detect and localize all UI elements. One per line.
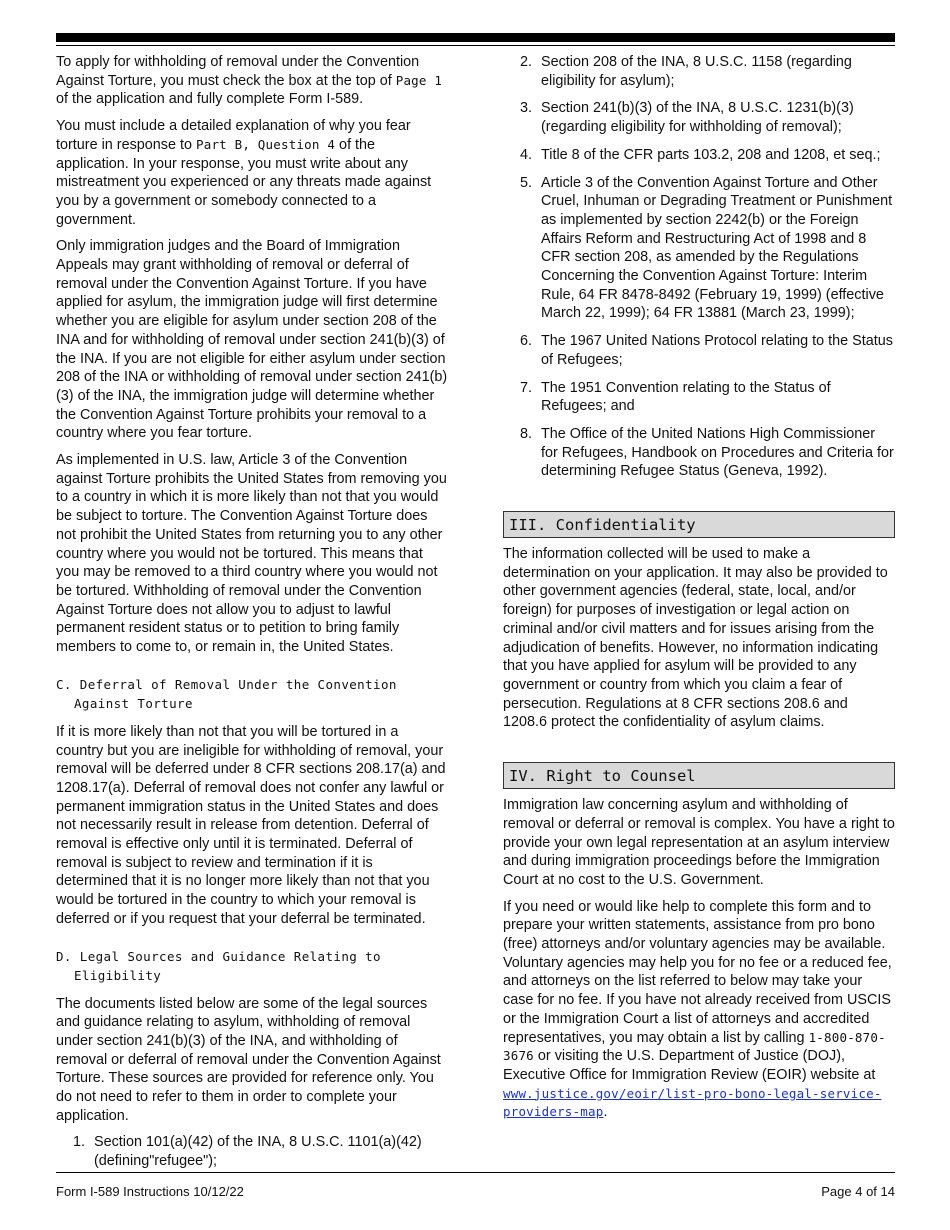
heading-deferral: C. Deferral of Removal Under the Convention Against Torture [56,676,397,711]
footer-page-number: Page 4 of 14 [821,1184,895,1199]
list-item: 1. Section 101(a)(42) of the INA, 8 U.S.C. 1101(a)(42) (defining"refugee"); [73,1134,422,1170]
list-item: 8. The Office of the United Nations High Commissioner for Refugees, Handbook on Procedures and Criteria for determining Refugee Status (Geneva, 1992). [520,425,894,480]
paragraph-legal-help: If you need or would like help to complete this form and to prepare your written statements, assistance from pro bono (free) attorneys and/or voluntary agencies may be available. Voluntary agencies may help you for no fee or a reduced fee, and attorneys on the list referred to below may take your case for no fee. If you have not already received from USCIS or the Immigration Court a list of attorneys and accredited representatives, you may obtain a list by calling 1-800-870-3676 or visiting the U.S. Department of Justice (DOJ), Executive Office for Immigration Review (EOIR) website at www.justice.gov/eoir/list-pro-bono-legal-service-providers-map. [503,898,892,1121]
footer-form-id: Form I-589 Instructions 10/12/22 [56,1184,244,1199]
section-heading-right-to-counsel: IV. Right to Counsel [503,762,895,789]
paragraph-deferral: If it is more likely than not that you will be tortured in a country but you are ineligible for withholding of removal, your removal will be deferred under 8 CFR sections 208.17(a) and 1208.17(a). Deferral of removal does not confer any lawful or permanent immigration status in the United States and does not necessarily result in release from detention. Deferral of removal is effective only until it is terminated. Deferral of removal is subject to review and termination if it is determined that it is no longer more likely than not that you would be tortured in the country to which your removal is deferred or if you request that your deferral be terminated. [56,723,446,927]
list-item: 6. The 1967 United Nations Protocol relating to the Status of Refugees; [520,333,893,368]
paragraph-judges: Only immigration judges and the Board of Immigration Appeals may grant withholding of removal or deferral of removal under the Convention Against Torture. If you have applied for asylum, the immigration judge will first determine whether you are eligible for asylum under section 208 of the INA and for withholding of removal under section 241(b)(3) of the INA. If you are not eligible for either asylum under section 208 of the INA or withholding of removal under section 241(b)(3) of the INA, the immigration judge will determine whether the Convention Against Torture prohibits your removal to a country where you fear torture. [56,238,448,442]
left-column [56,53,448,1180]
paragraph-article-3: As implemented in U.S. law, Article 3 of the Convention against Torture prohibits the United States from removing you to a country in which it is more likely than not that you would be subject to torture. The Convention Against Torture does not prohibit the United States from returning you to any other country where you would not be tortured. This means that you may be removed to a third country where you would not be tortured. Withholding of removal under the Convention Against Torture does not allow you to adjust to lawful permanent resident status or to petition to bring family members to come to, or remain in, the United States. [56,452,447,656]
phone-number: 1-800-870-3676 [503,1029,886,1064]
eoir-website-link[interactable]: www.justice.gov/eoir/list-pro-bono-legal-service-providers-map [503,1085,882,1120]
paragraph-apply-cat: To apply for withholding of removal under the Convention Against Torture, you must check the box at the top of Page 1 of the application and fully complete Form I-589. [56,54,443,108]
page-reference: Page 1 [395,72,443,88]
paragraph-legal-sources: The documents listed below are some of the legal sources and guidance relating to asylum, withholding of removal under section 241(b)(3) of the INA, and withholding of removal or deferral of removal under the Convention Against Torture. These sources are provided for reference only. You do not need to refer to them in order to complete your application. [56,995,441,1124]
section-heading-confidentiality: III. Confidentiality [503,511,895,538]
paragraph-explanation: You must include a detailed explanation of why you fear torture in response to Part B, Question 4 of the application. In your response, you must write about any mistreatment you experienced or any threats made against you by a government or somebody connected to a government. [56,118,432,228]
list-item: 4. Title 8 of the CFR parts 103.2, 208 and 1208, et seq.; [520,146,881,163]
paragraph-counsel: Immigration law concerning asylum and withholding of removal or deferral or removal is complex. You have a right to provide your own legal representation at an asylum interview and during immigration proceedings before the Immigration Court at no cost to the U.S. Government. [503,797,895,888]
heading-legal-sources: D. Legal Sources and Guidance Relating to Eligibility [56,948,381,983]
list-item: 2. Section 208 of the INA, 8 U.S.C. 1158 (regarding eligibility for asylum); [520,54,852,89]
right-column [503,53,895,1130]
list-item: 7. The 1951 Convention relating to the Status of Refugees; and [520,379,831,415]
legal-sources-list-left [56,1133,448,1170]
footer-rule [56,1172,895,1173]
paragraph-confidentiality: The information collected will be used to make a determination on your application. It may also be provided to other government agencies (federal, state, local, and/or foreign) for purposes of investigation or legal action on criminal and/or civil matters and for issues arising from the adjudication of benefits. However, no information indicating that you have applied for asylum will be provided to any government or country from which you claim a fear of persecution. Regulations at 8 CFR sections 208.6 and 1208.6 protect the confidentiality of asylum claims. [503,546,888,731]
list-item: 5. Article 3 of the Convention Against Torture and Other Cruel, Inhuman or Degrading Treatment or Punishment as implemented by section 2242(b) or the Foreign Affairs Reform and Restructuring Act of 1998 and 8 CFR section 208, as amended by the Regulations Concerning the Convention Against Torture: Interim Rule, 64 FR 8478-8492 (February 19, 1999) (effective March 22, 1999); 64 FR 13881 (March 23, 1999); [520,174,893,322]
top-rule-thick [56,33,895,42]
list-item: 3. Section 241(b)(3) of the INA, 8 U.S.C. 1231(b)(3) (regarding eligibility for withholding of removal); [520,100,854,136]
question-reference: Part B, Question 4 [196,136,336,152]
legal-sources-list-right [503,53,895,481]
top-rule-thin [56,45,895,46]
